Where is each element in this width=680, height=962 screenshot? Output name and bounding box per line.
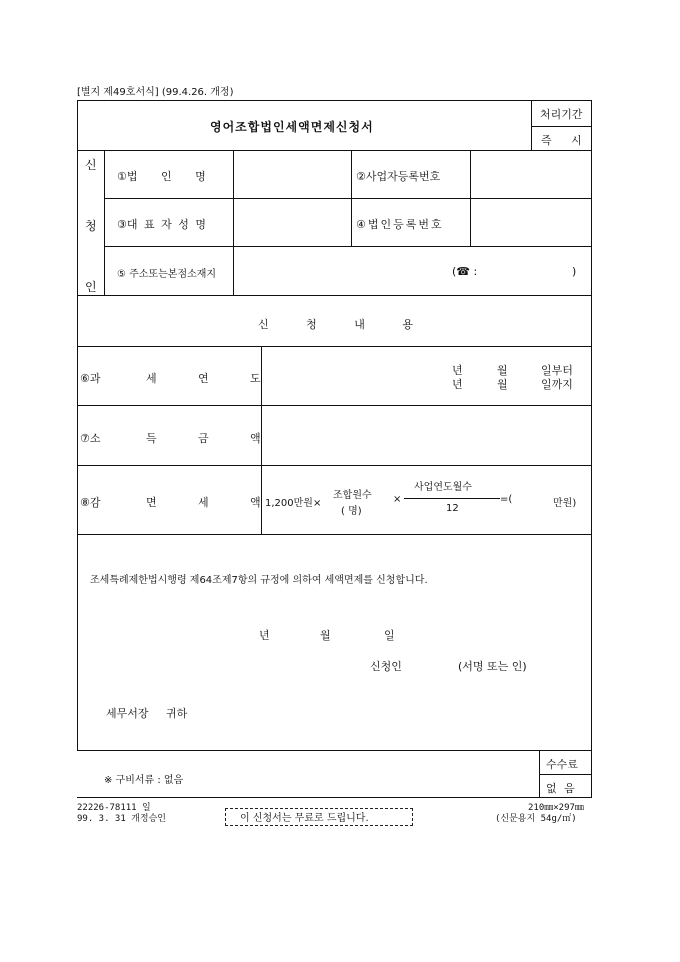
phone-prefix: (☎ : — [452, 265, 478, 278]
fee-mid-line — [539, 774, 591, 775]
income-label-2: 득 — [146, 432, 157, 445]
exemption-label-2: 면 — [146, 496, 157, 509]
row-tax-year-bottom-line — [77, 405, 591, 406]
applicant-side-label-2: 청 — [85, 219, 97, 233]
attachments-note: ※ 구비서류 : 없음 — [104, 775, 184, 786]
corp-reg-no-label: ④법인등록번호 — [356, 218, 444, 231]
exemption-result-field[interactable] — [514, 486, 550, 508]
tax-year-label-4: 도 — [250, 372, 261, 385]
processing-mid-line — [531, 126, 591, 127]
tax-year-label-1: ⑥과 — [80, 372, 101, 385]
tax-year-to-day: 일까지 — [541, 378, 573, 391]
tax-year-label-3: 연 — [198, 372, 209, 385]
income-label-4: 액 — [250, 432, 261, 445]
exemption-times: × — [393, 494, 402, 505]
rep-name-field[interactable] — [236, 201, 349, 244]
tax-year-from-month: 월 — [497, 364, 508, 377]
addressee: 세무서장 귀하 — [106, 707, 188, 720]
applicant-row1-line — [104, 198, 591, 199]
applicant-row2-line — [104, 246, 591, 247]
applicant-bottom-line — [77, 295, 591, 296]
tax-year-from-day: 일부터 — [541, 364, 573, 377]
exemption-base: 1,200만원× — [265, 498, 322, 509]
exemption-fraction-bar — [404, 498, 500, 499]
income-label-3: 금 — [198, 432, 209, 445]
corp-name-field[interactable] — [236, 153, 349, 196]
content-label-divider — [261, 346, 262, 534]
biz-reg-no-field[interactable] — [473, 153, 589, 196]
applicant-label-divider — [233, 150, 234, 295]
address-label: ⑤ 주소또는본점소재지 — [117, 269, 217, 280]
exemption-months-bottom: 12 — [446, 503, 459, 514]
footer-size-line1: 210㎜×297㎜ — [528, 803, 584, 813]
processing-label: 처리기간 — [540, 108, 583, 121]
rep-name-label: ③대 표 자 성 명 — [117, 218, 206, 231]
income-field[interactable] — [264, 408, 589, 463]
corp-name-label: ①법 인 명 — [117, 170, 206, 183]
applicant-side-label-3: 인 — [85, 280, 97, 294]
frame-right-line — [591, 100, 592, 798]
biz-reg-no-label: ②사업자등록번호 — [356, 170, 441, 183]
applicant-signature-label: 신청인 — [370, 660, 402, 673]
frame-left-line — [77, 100, 78, 751]
exemption-months-top: 사업연도월수 — [414, 482, 472, 493]
exemption-label-4: 액 — [250, 496, 261, 509]
income-label-1: ⑦소 — [80, 432, 101, 445]
tax-year-to-month: 월 — [497, 378, 508, 391]
phone-suffix: ) — [572, 265, 577, 278]
footer-code-line2: 99. 3. 31 개정승인 — [77, 814, 166, 824]
statement-text: 조세특례제한법시행령 제64조제7항의 규정에 의하여 세액면제를 신청합니다. — [90, 575, 428, 586]
row-income-bottom-line — [77, 465, 591, 466]
date-day-label: 일 — [384, 629, 395, 642]
signature-note[interactable]: (서명 또는 인) — [458, 660, 527, 673]
footer-size-line2: (신문용지 54g/㎡) — [495, 814, 577, 824]
form-title: 영어조합법인세액면제신청서 — [210, 120, 374, 134]
applicant-side-divider — [104, 150, 105, 295]
processing-value: 즉 시 — [541, 134, 582, 147]
section-heading-bottom-line — [77, 346, 591, 347]
frame-bottom-line — [77, 797, 592, 798]
exemption-members-top: 조합원수 — [333, 490, 372, 501]
row-exemption-bottom-line — [77, 534, 591, 535]
applicant-side-label-1: 신 — [85, 158, 97, 172]
tax-year-label-2: 세 — [146, 372, 157, 385]
exemption-label-1: ⑧감 — [80, 496, 101, 509]
exemption-members-bottom: ( 명) — [341, 506, 362, 517]
fee-label: 수수료 — [546, 758, 578, 771]
section-heading: 신 청 내 용 — [258, 318, 413, 331]
processing-divider — [531, 100, 532, 150]
attachments-top-line — [77, 750, 591, 751]
address-field[interactable] — [236, 249, 589, 293]
free-notice: 이 신청서는 무료로 드립니다. — [240, 813, 369, 824]
exemption-equals: =( — [500, 494, 513, 505]
exemption-result-unit: 만원) — [553, 498, 577, 509]
date-month-label: 월 — [320, 629, 331, 642]
tax-year-from-year: 년 — [452, 364, 463, 377]
exemption-label-3: 세 — [198, 496, 209, 509]
corp-reg-no-field[interactable] — [473, 201, 589, 244]
date-year-label: 년 — [259, 629, 270, 642]
fee-value: 없 음 — [546, 782, 575, 795]
form-reference: [별지 제49호서식] (99.4.26. 개정) — [77, 87, 234, 98]
footer-code-line1: 22226-78111 일 — [77, 803, 151, 813]
tax-year-to-year: 년 — [452, 378, 463, 391]
title-bottom-line — [77, 150, 591, 151]
frame-top-line — [77, 100, 591, 101]
